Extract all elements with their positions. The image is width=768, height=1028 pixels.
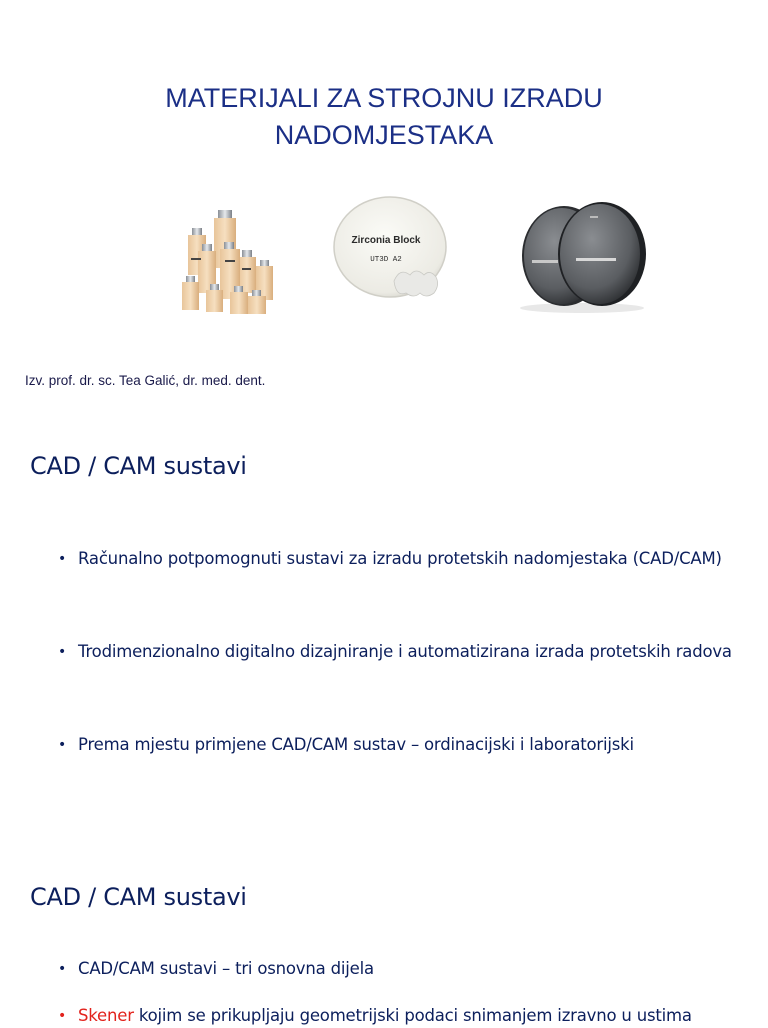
zirconia-label: Zirconia Block xyxy=(351,235,421,246)
zirconia-disc-image xyxy=(328,195,460,307)
bullet-item: • CAD/CAM sustavi – tri osnovna dijela xyxy=(58,957,758,981)
bullet-item: • Prema mjestu primjene CAD/CAM sustav – ordinacijski i laboratorijski xyxy=(58,733,758,757)
bullet-item: • Skener kojim se prikupljaju geometrijski podaci snimanjem izravno u ustima xyxy=(58,1004,758,1028)
highlight-term: Skener xyxy=(78,1006,134,1025)
bullet-dot-icon: • xyxy=(58,737,67,753)
bullet-dot-icon: • xyxy=(58,644,67,660)
slide-cad-cam-1 xyxy=(0,420,768,850)
bullet-item: • Računalno potpomognuti sustavi za izradu protetskih nadomjestaka (CAD/CAM) xyxy=(58,547,758,571)
title-line-2: NADOMJESTAKA xyxy=(274,120,494,150)
ceramic-blocks-image xyxy=(176,198,286,316)
zirconia-code: UT3D A2 xyxy=(370,256,402,264)
author-credit: Izv. prof. dr. sc. Tea Galić, dr. med. dent. xyxy=(25,373,266,388)
bullet-dot-icon: • xyxy=(58,551,67,567)
bullet-item: • Trodimenzionalno digitalno dizajniranje i automatizirana izrada protetskih radova xyxy=(58,640,758,664)
title-line-1: MATERIJALI ZA STROJNU IZRADU xyxy=(165,83,603,113)
slide-title-heading xyxy=(0,80,768,154)
slide-title xyxy=(0,0,768,420)
bullet-dot-icon: • xyxy=(58,961,67,977)
section-title: CAD / CAM sustavi xyxy=(30,883,247,911)
section-title: CAD / CAM sustavi xyxy=(30,452,247,480)
milling-discs-image xyxy=(512,198,652,316)
bullet-dot-icon: • xyxy=(58,1008,67,1024)
slide-cad-cam-2 xyxy=(0,850,768,1024)
